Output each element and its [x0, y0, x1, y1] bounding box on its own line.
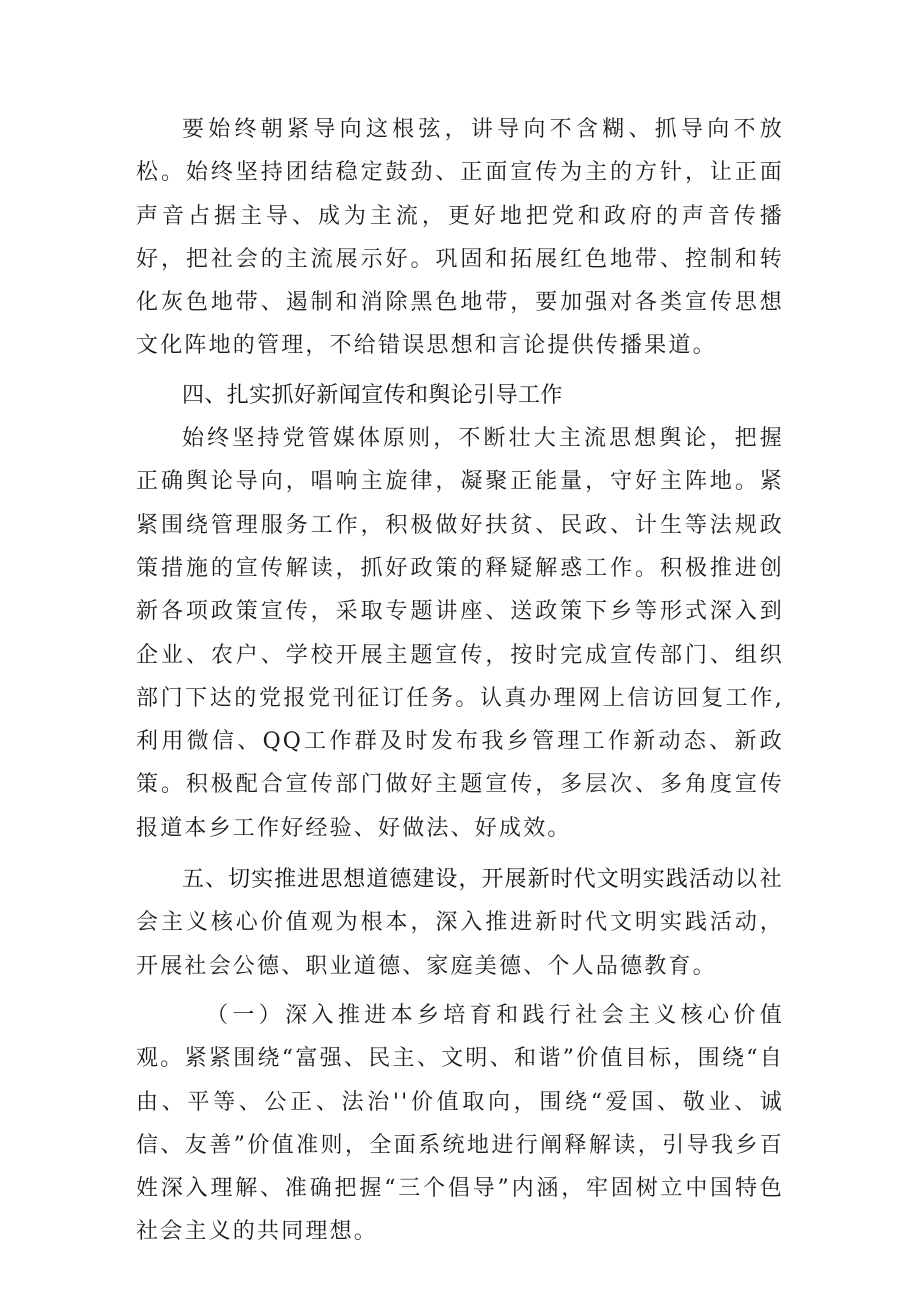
paragraph-news-publicity: 始终坚持党管媒体原则，不断壮大主流思想舆论，把握正确舆论导向，唱响主旋律，凝聚正能量，守好主阵地。紧紧围绕管理服务工作，积极做好扶贫、民政、计生等法规政策措施的宣传解读，抓好政策的释疑解惑工作。积极推进创新各项政策宣传，采取专题讲座、送政策下乡等形式深入到企业、农户、学校开展主题宣传，按时完成宣传部门、组织部门下达的党报党刊征订任务。认真办理网上信访回复工作,利用微信、QQ工作群及时发布我乡管理工作新动态、新政策。积极配合宣传部门做好主题宣传，多层次、多角度宣传报道本乡工作好经验、好做法、好成效。 — [136, 426, 784, 841]
paragraph-section-five — [136, 858, 784, 988]
section-five-intro: 以社会主义核心价值观为根本，深入推进新时代文明实践活动，开展社会公德、职业道德、家庭美德、个人品德教育。 — [136, 867, 784, 979]
paragraph-core-values: （一）深入推进本乡培育和践行社会主义核心价值观。紧紧围绕“富强、民主、文明、和谐”价值目标，围绕“自由、平等、公正、法治''价值取向，围绕“爱国、敬业、诚信、友善”价值准则，全面系统地进行阐释解读，引导我乡百姓深入理解、准确把握“三个倡导”内涵，牢固树立中国特色社会主义的共同理想。 — [136, 1002, 784, 1245]
section-heading-four: 四、扎实抓好新闻宣传和舆论引导工作 — [182, 382, 563, 408]
document-body — [136, 108, 784, 1254]
paragraph-guidance: 要始终朝紧导向这根弦，讲导向不含糊、抓导向不放松。始终坚持团结稳定鼓劲、正面宣传为主的方针，让正面声音占据主导、成为主流，更好地把党和政府的声音传播好，把社会的主流展示好。巩固和拓展红色地带、控制和转化灰色地带、遏制和消除黑色地带，要加强对各类宣传思想文化阵地的管理，不给错误思想和言论提供传播果道。 — [136, 117, 784, 359]
section-heading-five: 五、切实推进思想道德建设，开展新时代文明实践活动 — [182, 867, 735, 893]
